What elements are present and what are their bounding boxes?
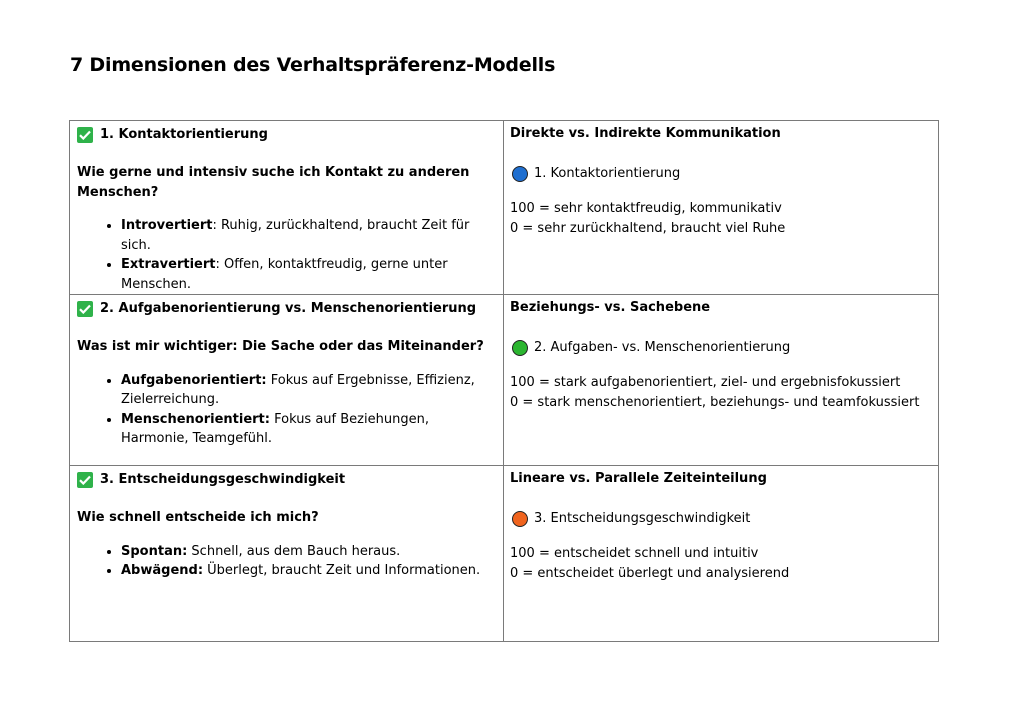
dimension-heading [77,468,497,492]
dimension-label-text: 1. Kontaktorientierung [534,166,681,182]
dimensions-table [69,120,939,642]
bullet-list [77,542,497,581]
list-item [121,561,497,581]
communication-heading: Direkte vs. Indirekte Kommunikation [510,126,781,141]
scale-cell [504,121,939,295]
dimension-heading-text: 3. Entscheidungsgeschwindigkeit [100,472,346,488]
page-title: 7 Dimensionen des Verhaltspräferenz-Modells [70,54,556,76]
dimension-cell [70,121,504,295]
dimension-heading [77,123,497,147]
dimension-question: Wie gerne und intensiv suche ich Kontakt zu anderen Menschen? [77,165,470,200]
list-item [121,542,497,562]
scale-low: 0 = stark menschenorientiert, beziehungs- und teamfokussiert [510,394,920,410]
checkmark-icon [77,472,93,488]
scale-cell [504,295,939,466]
orange-circle-icon [512,511,528,527]
dimension-heading-text: 1. Kontaktorientierung [100,127,268,143]
list-item [121,371,497,410]
dimension-cell [70,295,504,466]
dimension-question: Wie schnell entscheide ich mich? [77,510,319,525]
table-row [70,121,939,295]
checkmark-icon [77,301,93,317]
bullet-term: Menschenorientiert: [121,411,270,427]
dimension-label [512,337,932,359]
bullet-term: Extravertiert [121,257,216,272]
dimension-label-text: 3. Entscheidungsgeschwindigkeit [534,511,751,527]
table-row [70,295,939,466]
bullet-text: : Ruhig, zurückhaltend, braucht Zeit für sich. [121,218,470,253]
scale-high: 100 = sehr kontaktfreudig, kommunikativ [510,201,782,216]
green-circle-icon [512,340,528,356]
communication-heading: Beziehungs- vs. Sachebene [510,300,711,315]
scale-cell [504,466,939,642]
checkmark-icon [77,127,93,143]
dimension-question: Was ist mir wichtiger: Die Sache oder das Miteinander? [77,339,484,354]
bullet-term: Abwägend: [121,563,204,578]
dimension-heading-text: 2. Aufgabenorientierung vs. Menschenorientierung [100,301,477,317]
bullet-term: Spontan: [121,543,188,559]
bullet-text: Fokus auf Beziehungen, Harmonie, Teamgefühl. [121,411,429,446]
list-item [121,410,497,449]
scale-description [510,373,932,412]
dimension-heading [77,297,497,321]
bullet-text: Schnell, aus dem Bauch heraus. [187,543,401,559]
bullet-list [77,216,497,294]
communication-heading: Lineare vs. Parallele Zeiteinteilung [510,471,767,486]
scale-high: 100 = stark aufgabenorientiert, ziel- und ergebnisfokussiert [510,375,901,390]
blue-circle-icon [512,166,528,182]
dimension-label [512,508,932,530]
scale-description [510,199,932,238]
table-row [70,466,939,642]
bullet-text: Fokus auf Ergebnisse, Effizienz, Zielerreichung. [121,372,475,407]
bullet-term: Aufgabenorientiert: [121,372,267,388]
scale-low: 0 = sehr zurückhaltend, braucht viel Ruhe [510,220,786,236]
dimension-label-text: 2. Aufgaben- vs. Menschenorientierung [534,340,791,356]
scale-low: 0 = entscheidet überlegt und analysierend [510,565,790,581]
dimension-label [512,163,932,185]
bullet-list [77,371,497,449]
bullet-text: Überlegt, braucht Zeit und Informationen. [203,563,481,578]
list-item [121,255,497,294]
bullet-term: Introvertiert [121,218,213,233]
scale-high: 100 = entscheidet schnell und intuitiv [510,546,759,561]
list-item [121,216,497,255]
dimension-cell [70,466,504,642]
scale-description [510,544,932,583]
bullet-text: : Offen, kontaktfreudig, gerne unter Menschen. [121,257,448,292]
